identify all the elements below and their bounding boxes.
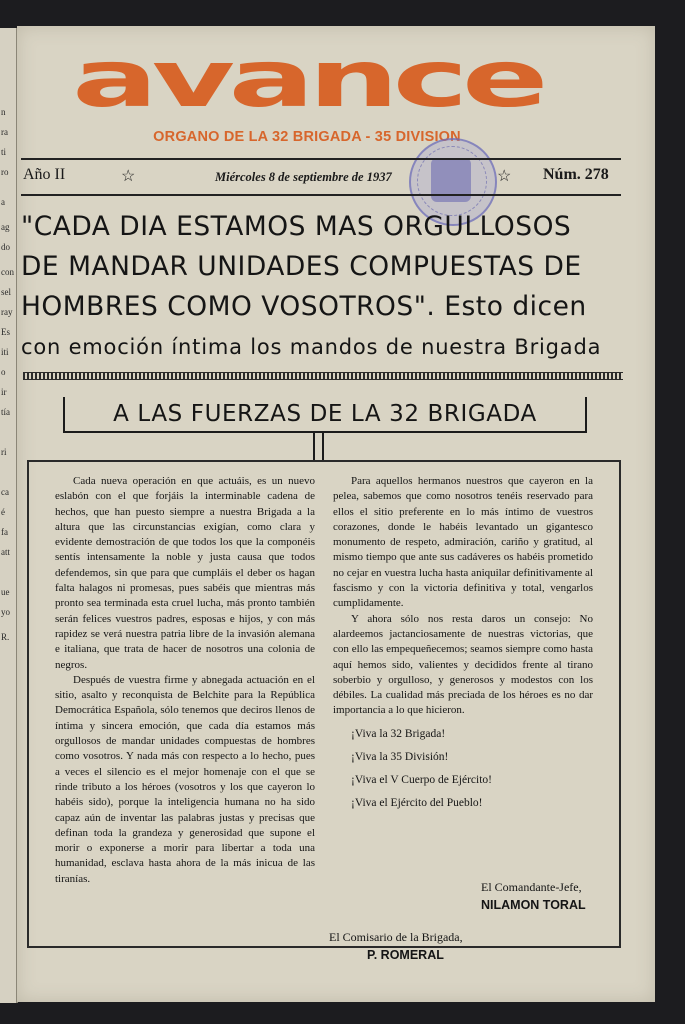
- viva-line: ¡Viva la 32 Brigada!: [351, 727, 446, 740]
- paragraph: Cada nueva operación en que actuáis, es un nuevo eslabón con el que forjáis la interminable cadena de hechos, que han puesto siempre a nuestra Brigada a la altura que las circunstancias exigían, como clara y evidente demostración de que todos los que la componéis sentís intensamente la noble y justa causa que todos defendemos, sin que para que cumpláis el deber os hagan falta halagos ni promesas, pues sabéis que mientras más pronto sea terminada esta cruel lucha, más pronto también serán felices vuestros padres, esposas e hijos, y con más rapidez se verá nuestra patria libre de la invasión alemana e italiana, que trata de hacer de nosotros una colonia de negros.: [55, 475, 315, 671]
- star-icon: ☆: [121, 168, 136, 185]
- vivas-list: [333, 723, 593, 815]
- issue-info-bar: [17, 166, 642, 188]
- masthead-logo: [62, 42, 552, 118]
- avance-logo-graphic: [62, 42, 552, 118]
- signature-name: P. ROMERAL: [367, 948, 444, 962]
- article-box: [27, 460, 621, 962]
- paragraph: Después de vuestra firme y abnegada actuación en el sitio, asalto y reconquista de Belchite para la República Democrática Española, sólo tenemos que deciros llenos de íntima y sincera emoción, que cada día estamos más orgullosos de mandar unidades compuestas de hombres como vosotros. Y nada más con respecto a lo hecho, pues a veces el silencio es el mejor homenaje con el que se rinde tributo a los héroes (vosotros y los que cayeron lo habéis sido), porque la inteligencia humana no ha sido capaz aún de inventar las palabras justas y precisas que definan toda la grandeza y generosidad que supone el morir o exponerse a morir para libertar a toda una humanidad, esclava hasta ahora de la más inicua de las tiranías.: [55, 673, 315, 885]
- paragraph: Para aquellos hermanos nuestros que cayeron en la pelea, sabemos que como nosotros tenéis reservado para ellos el sitio preferente en lo más íntimo de vuestros corazones, donde le habéis levantado un gigantesco monumento de respeto, admiración, cariño y gratitud, al mismo tiempo que ante sus cadáveres os habéis prometido no cejar en vuestra lucha hasta aniquilar definitivamente al fascismo y con la victoria definitiva y total, vengarlos cumplidamente.: [333, 475, 593, 610]
- viva-line: ¡Viva la 35 División!: [351, 750, 449, 763]
- signature-role: El Comisario de la Brigada,: [329, 930, 463, 944]
- viva-line: ¡Viva el V Cuerpo de Ejército!: [351, 773, 492, 786]
- top-rule: [21, 158, 621, 160]
- newspaper-page: [17, 26, 655, 1002]
- masthead-subtitle: ORGANO DE LA 32 BRIGADA - 35 DIVISION: [153, 129, 461, 145]
- connector-line: [313, 431, 315, 461]
- signature-name: NILAMON TORAL: [481, 898, 586, 912]
- masthead-title: avance: [72, 42, 544, 118]
- main-headline: [21, 207, 621, 367]
- headline-line: DE MANDAR UNIDADES COMPUESTAS DE: [21, 251, 582, 282]
- paragraph: Y ahora sólo nos resta daros un consejo: No alardeemos jactanciosamente de nuestras victorias, que con ello las empequeñecemos; seamos siempre como hasta aquí hemos sido, valientes y decididos frente al tirano soberbio y orgulloso, y generosos y modestos con los débiles. La cualidad más preciada de los héroes es no dar importancia a lo que hicieron.: [333, 612, 593, 717]
- issue-date: Miércoles 8 de septiembre de 1937: [215, 170, 392, 184]
- decorative-dotted-rule: [23, 372, 623, 380]
- star-icon: ☆: [497, 168, 512, 185]
- viva-line: ¡Viva el Ejército del Pueblo!: [351, 796, 483, 809]
- adjacent-page-edge: n ra ti ro a ag do con sel ray Es iti o ir tía ri ca é fa att ue yo R.: [0, 28, 18, 1003]
- info-bottom-rule: [21, 194, 621, 196]
- issue-number: Núm. 278: [543, 166, 609, 183]
- headline-line: con emoción íntima los mandos de nuestra Brigada: [21, 335, 602, 359]
- article-column-right: [333, 474, 593, 815]
- article-title: A LAS FUERZAS DE LA 32 BRIGADA: [63, 397, 587, 433]
- headline-line: "CADA DIA ESTAMOS MAS ORGULLOSOS: [21, 211, 572, 242]
- connector-line: [322, 431, 324, 461]
- article-column-left: [55, 474, 315, 887]
- headline-line: HOMBRES COMO VOSOTROS". Esto dicen: [21, 291, 587, 322]
- signature-role: El Comandante-Jefe,: [481, 880, 582, 894]
- issue-year: Año II: [23, 166, 66, 183]
